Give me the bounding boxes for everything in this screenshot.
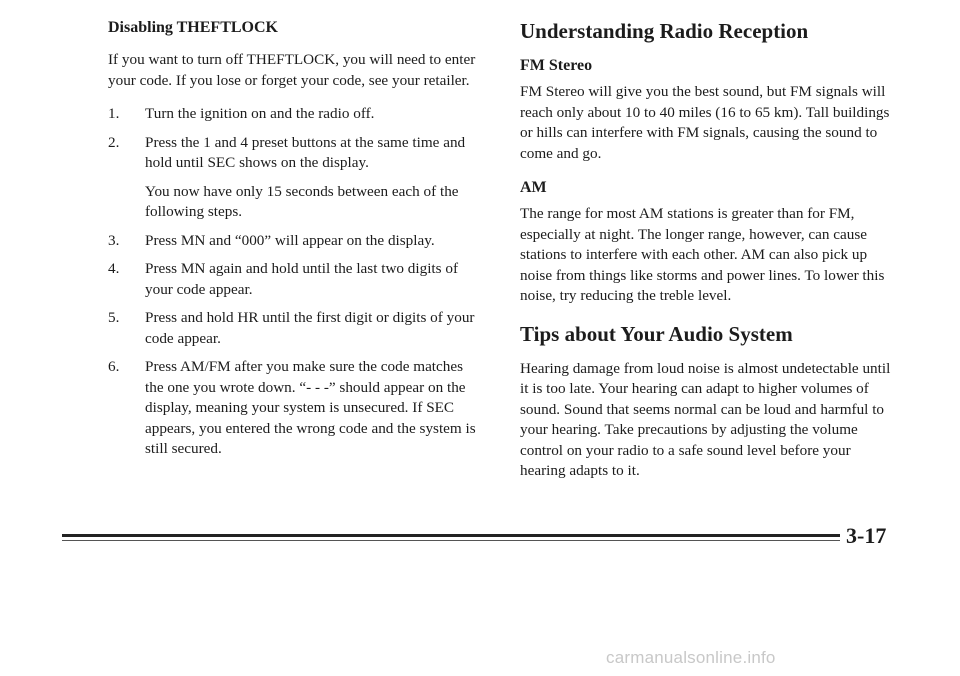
theftlock-steps bbox=[108, 104, 483, 174]
fm-stereo-text: FM Stereo will give you the best sound, but FM signals will reach only about 10 to 40 miles (16 to 65 km). Tall buildings or hills can interfere with FM signals, causing the sound to come and go. bbox=[520, 83, 890, 162]
left-column bbox=[108, 18, 483, 468]
am-text: The range for most AM stations is greater than for FM, especially at night. The longer range, however, can cause stations to interfere with each other. AM can also pick up noise from things like storms and power lines. To lower this noise, try reducing the treble level. bbox=[520, 205, 885, 304]
step-number: 6. bbox=[108, 358, 120, 375]
theftlock-steps-continued bbox=[108, 231, 483, 460]
radio-reception-heading: Understanding Radio Reception bbox=[520, 19, 809, 43]
step-item bbox=[108, 357, 483, 460]
audio-tips-text: Hearing damage from loud noise is almost undetectable until it is too late. Your hearing can adapt to higher volumes of sound. Sound that seems normal can be loud and harmful to your hearing. Take precautions by adjusting the volume control on your radio to a safe sound level before your hearing adapts to it. bbox=[520, 359, 891, 479]
step-2-note: You now have only 15 seconds between each of the following steps. bbox=[145, 182, 459, 220]
am-heading: AM bbox=[520, 179, 547, 196]
step-text: Press MN again and hold until the last two digits of your code appear. bbox=[145, 260, 459, 298]
step-text: Press MN and “000” will appear on the display. bbox=[145, 231, 435, 249]
step-number: 4. bbox=[108, 260, 120, 277]
audio-tips-heading: Tips about Your Audio System bbox=[520, 321, 793, 346]
fm-stereo-heading: FM Stereo bbox=[520, 57, 593, 74]
theftlock-intro: If you want to turn off THEFTLOCK, you will need to enter your code. If you lose or forget your code, see your retailer. bbox=[108, 51, 476, 89]
step-item bbox=[108, 133, 483, 174]
step-item bbox=[108, 308, 483, 349]
footer-rule-thin bbox=[62, 540, 840, 541]
step-item bbox=[108, 231, 483, 252]
step-text: Press and hold HR until the first digit or digits of your code appear. bbox=[145, 309, 475, 347]
footer-rule bbox=[62, 534, 840, 537]
step-number: 2. bbox=[108, 133, 120, 151]
page-number: 3-17 bbox=[846, 523, 887, 548]
step-number: 5. bbox=[108, 309, 120, 326]
theftlock-heading: Disabling THEFTLOCK bbox=[108, 19, 278, 36]
step-number: 1. bbox=[108, 105, 120, 122]
step-text: Turn the ignition on and the radio off. bbox=[145, 105, 375, 122]
step-text: Press AM/FM after you make sure the code matches the one you wrote down. “- - -” should appear on the display, meaning your system is unsecured. If SEC appears, you entered the wrong code and the system is still secured. bbox=[145, 358, 476, 457]
step-text: Press the 1 and 4 preset buttons at the same time and hold until SEC shows on the display. bbox=[145, 133, 466, 171]
watermark: carmanualsonline.info bbox=[606, 648, 776, 667]
step-number: 3. bbox=[108, 231, 120, 249]
step-item bbox=[108, 104, 483, 125]
step-item bbox=[108, 259, 483, 300]
right-column bbox=[520, 18, 895, 482]
